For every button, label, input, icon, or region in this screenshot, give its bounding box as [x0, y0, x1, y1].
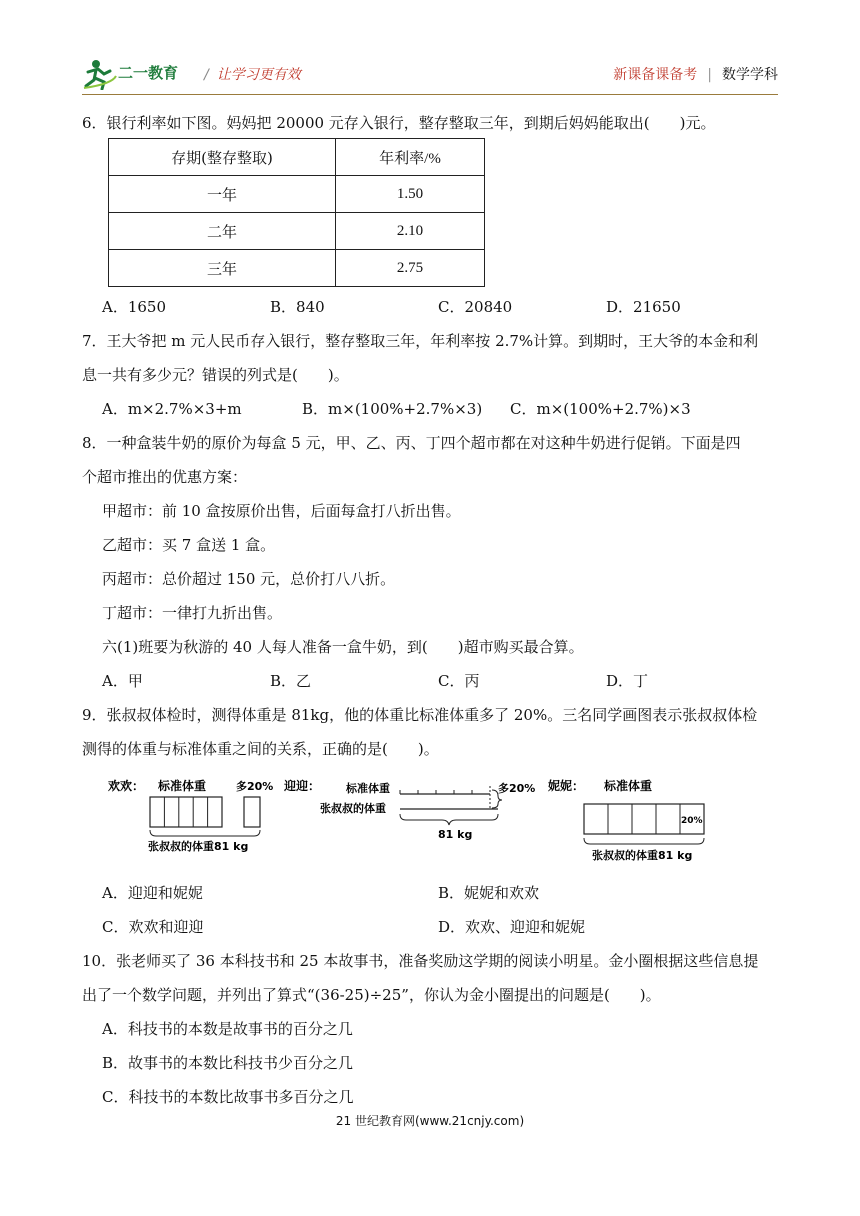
page-header	[82, 56, 778, 92]
table-header-cell: 年利率/%	[336, 139, 485, 176]
logo-text: 二一教育	[118, 64, 179, 82]
yingying-label: 迎迎：	[284, 779, 321, 793]
q10-option-c[interactable]: C．科技书的本数比故事书多百分之几	[102, 1088, 354, 1106]
yingying-81kg-label: 81 kg	[438, 828, 473, 841]
q6-option-d[interactable]: D．21650	[606, 298, 681, 316]
table-header-row	[109, 139, 485, 176]
table-row	[109, 176, 485, 213]
huanhuan-total-label: 张叔叔的体重81 kg	[148, 840, 249, 853]
subject-name: 数学学科	[722, 67, 778, 83]
q6-option-c[interactable]: C．20840	[438, 298, 513, 316]
q8-plan-ding: 丁超市：一律打九折出售。	[102, 604, 283, 622]
table-cell: 一年	[109, 176, 336, 213]
table-row	[109, 213, 485, 250]
q6-option-a[interactable]: A．1650	[102, 298, 167, 316]
q8-plan-yi: 乙超市：买 7 盒送 1 盒。	[102, 536, 276, 554]
table-cell: 2.10	[336, 213, 485, 250]
yingying-diagram	[283, 778, 535, 841]
nini-label: 妮妮：	[548, 779, 585, 793]
q7-option-b[interactable]: B．m×(100%+2.7%×3)	[302, 400, 483, 418]
table-cell: 1.50	[336, 176, 485, 213]
header-divider	[82, 94, 778, 95]
yingying-uncle-label: 张叔叔的体重	[320, 802, 386, 815]
table-header-cell: 存期(整存整取)	[109, 139, 336, 176]
q8-stem-line2: 个超市推出的优惠方案：	[82, 468, 248, 486]
nini-diagram	[548, 778, 704, 862]
nini-20pct-label: 20%	[681, 816, 703, 826]
table-cell: 二年	[109, 213, 336, 250]
q8-option-d[interactable]: D．丁	[606, 672, 649, 690]
yingying-standard-label: 标准体重	[346, 782, 390, 795]
q7-option-a[interactable]: A．m×2.7%×3+m	[102, 400, 242, 418]
q8-question: 六(1)班要为秋游的 40 人每人准备一盒牛奶，到( )超市购买最合算。	[102, 638, 584, 656]
q10-option-a[interactable]: A．科技书的本数是故事书的百分之几	[102, 1020, 353, 1038]
interest-rate-table	[108, 138, 485, 287]
q10-option-b[interactable]: B．故事书的本数比科技书少百分之几	[102, 1054, 354, 1072]
q7-option-c[interactable]: C．m×(100%+2.7%)×3	[510, 400, 691, 418]
q8-plan-bing: 丙超市：总价超过 150 元，总价打八八折。	[102, 570, 396, 588]
nini-standard-label: 标准体重	[604, 779, 653, 793]
huanhuan-label: 欢欢：	[108, 779, 145, 793]
q8-option-c[interactable]: C．丙	[438, 672, 480, 690]
subject-info: 新课备课备考 | 数学学科	[613, 67, 778, 83]
yingying-more-label: 多20%	[498, 782, 536, 795]
slogan: / 让学习更有效	[204, 67, 301, 83]
q8-plan-jia: 甲超市：前 10 盒按原价出售，后面每盒打八折出售。	[102, 502, 461, 520]
huanhuan-more-label: 多20%	[236, 780, 274, 793]
q9-stem-line2: 测得的体重与标准体重之间的关系，正确的是( )。	[82, 740, 439, 758]
q9-figure	[108, 770, 708, 870]
table-row	[109, 250, 485, 287]
q8-stem-line1: 8．一种盒装牛奶的原价为每盒 5 元，甲、乙、丙、丁四个超市都在对这种牛奶进行促销。下面是四	[82, 434, 741, 452]
table-cell: 2.75	[336, 250, 485, 287]
q10-stem-line1: 10．张老师买了 36 本科技书和 25 本故事书，准备奖励这学期的阅读小明星。金小圈根据这些信息提	[82, 952, 759, 970]
huanhuan-standard-label: 标准体重	[158, 779, 207, 793]
q10-stem-line2: 出了一个数学问题，并列出了算式“(36-25)÷25”，你认为金小圈提出的问题是( )。	[82, 986, 661, 1004]
subject-tag: 新课备课备考	[613, 67, 698, 83]
huanhuan-diagram	[108, 778, 273, 853]
q9-option-b[interactable]: B．妮妮和欢欢	[438, 884, 540, 902]
q6-option-b[interactable]: B．840	[270, 298, 325, 316]
q9-option-c[interactable]: C．欢欢和迎迎	[102, 918, 204, 936]
q9-stem-line1: 9．张叔叔体检时，测得体重是 81kg，他的体重比标准体重多了 20%。三名同学画图表示张叔叔体检	[82, 706, 758, 724]
q7-stem-line1: 7．王大爷把 m 元人民币存入银行，整存整取三年，年利率按 2.7%计算。到期时，王大爷的本金和利	[82, 332, 759, 350]
nini-total-label: 张叔叔的体重81 kg	[592, 849, 693, 862]
q9-option-d[interactable]: D．欢欢、迎迎和妮妮	[438, 918, 586, 936]
q6-stem: 6．银行利率如下图。妈妈把 20000 元存入银行，整存整取三年，到期后妈妈能取出( )元。	[82, 114, 716, 132]
table-cell: 三年	[109, 250, 336, 287]
q8-option-b[interactable]: B．乙	[270, 672, 312, 690]
q9-option-a[interactable]: A．迎迎和妮妮	[102, 884, 203, 902]
q7-stem-line2: 息一共有多少元？错误的列式是( )。	[82, 366, 349, 384]
page-footer: 21 世纪教育网(www.21cnjy.com)	[335, 1114, 525, 1128]
q8-option-a[interactable]: A．甲	[102, 672, 143, 690]
